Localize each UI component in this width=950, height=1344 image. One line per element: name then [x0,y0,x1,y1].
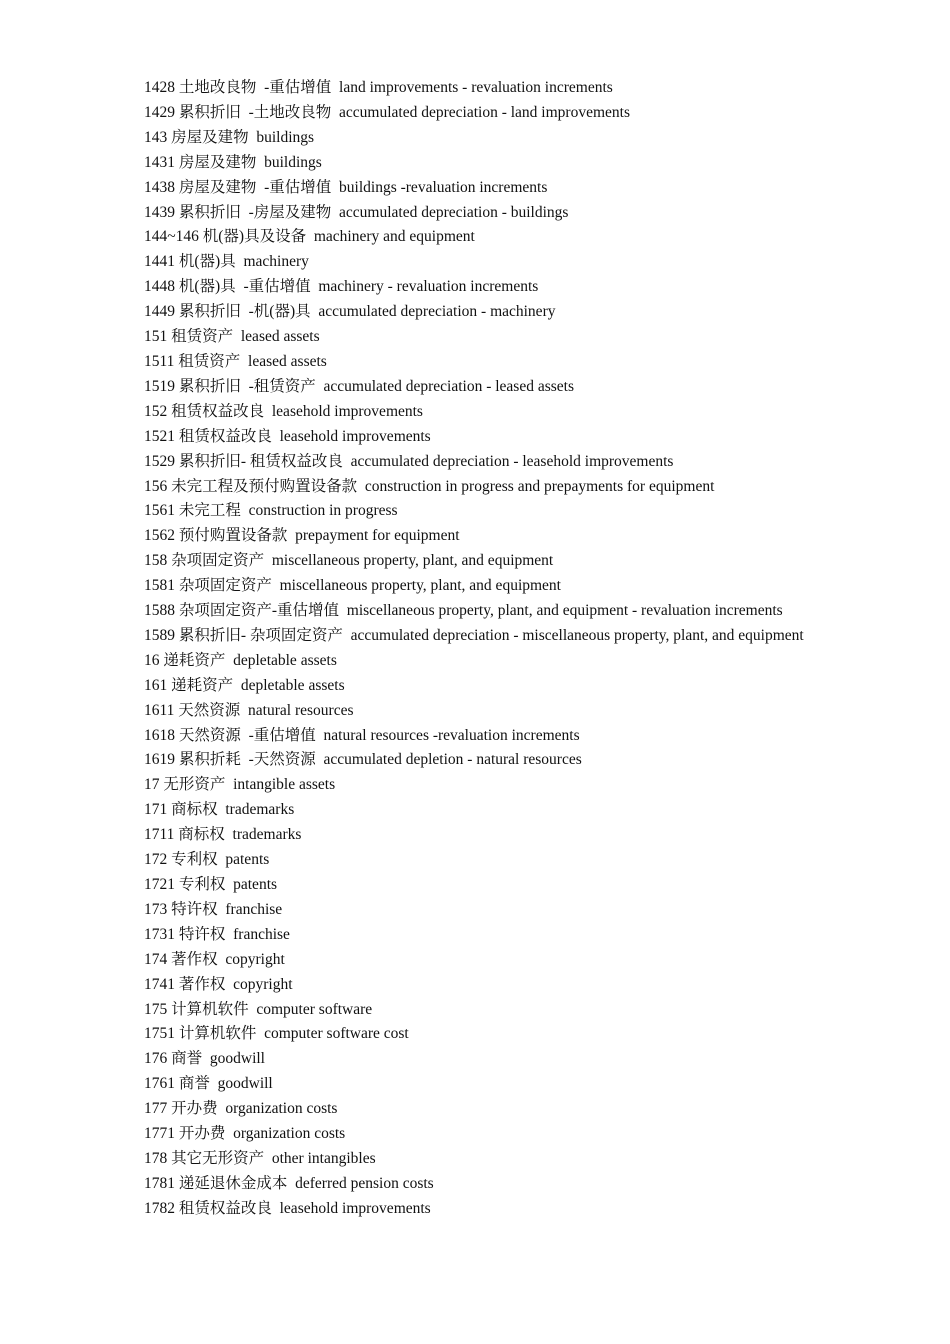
account-line-178: 178 其它无形资产 other intangibles [144,1149,376,1167]
account-line-161: 161 递耗资产 depletable assets [144,676,345,694]
document-page [144,76,806,1222]
account-line-144-146: 144~146 机(器)具及设备 machinery and equipment [144,228,475,246]
account-line-1519: 1519 累积折旧 -租赁资产 accumulated depreciation - leased assets [144,377,575,395]
account-line-173: 173 特许权 franchise [144,900,283,918]
account-line-1562: 1562 预付购置设备款 prepayment for equipment [144,527,460,545]
account-line-1439: 1439 累积折旧 -房屋及建物 accumulated depreciation - buildings [144,203,569,221]
account-line-152: 152 租赁权益改良 leasehold improvements [144,402,423,420]
account-line-1561: 1561 未完工程 construction in progress [144,502,398,520]
account-line-1741: 1741 著作权 copyright [144,975,293,993]
account-line-1751: 1751 计算机软件 computer software cost [144,1025,409,1043]
account-line-1511: 1511 租赁资产 leased assets [144,352,327,370]
account-line-176: 176 商誉 goodwill [144,1050,265,1068]
account-line-1429: 1429 累积折旧 -土地改良物 accumulated depreciation - land improvements [144,103,630,121]
account-line-1782: 1782 租赁权益改良 leasehold improvements [144,1199,431,1217]
account-line-1618: 1618 天然资源 -重估增值 natural resources -revaluation increments [144,726,580,744]
account-line-143: 143 房屋及建物 buildings [144,128,315,146]
account-line-1529: 1529 累积折旧- 租赁权益改良 accumulated depreciation - leasehold improvements [144,452,674,470]
account-line-1588: 1588 杂项固定资产-重估增值 miscellaneous property, plant, and equipment - revaluation increments [144,602,783,620]
account-line-1781: 1781 递延退休金成本 deferred pension costs [144,1174,434,1192]
account-line-175: 175 计算机软件 computer software [144,1000,373,1018]
account-line-1431: 1431 房屋及建物 buildings [144,153,322,171]
account-line-172: 172 专利权 patents [144,851,270,869]
account-line-174: 174 著作权 copyright [144,950,285,968]
account-line-158: 158 杂项固定资产 miscellaneous property, plant, and equipment [144,552,554,570]
account-line-16: 16 递耗资产 depletable assets [144,651,337,669]
account-line-1448: 1448 机(器)具 -重估增值 machinery - revaluation increments [144,278,539,296]
account-line-1731: 1731 特许权 franchise [144,925,290,943]
account-line-1521: 1521 租赁权益改良 leasehold improvements [144,427,431,445]
account-line-1428: 1428 土地改良物 -重估增值 land improvements - revaluation increments [144,79,613,96]
account-line-1611: 1611 天然资源 natural resources [144,701,354,719]
account-line-1711: 1711 商标权 trademarks [144,826,302,844]
account-line-1438: 1438 房屋及建物 -重估增值 buildings -revaluation increments [144,178,548,196]
account-line-1441: 1441 机(器)具 machinery [144,253,309,271]
account-line-171: 171 商标权 trademarks [144,801,295,819]
account-line-1761: 1761 商誉 goodwill [144,1075,273,1093]
account-line-1589: 1589 累积折旧- 杂项固定资产 accumulated depreciation - miscellaneous property, plant, and equipment [144,626,804,644]
account-line-17: 17 无形资产 intangible assets [144,776,336,794]
account-line-1449: 1449 累积折旧 -机(器)具 accumulated depreciation - machinery [144,303,556,321]
account-line-1721: 1721 专利权 patents [144,876,278,893]
account-line-1771: 1771 开办费 organization costs [144,1125,346,1143]
account-line-1581: 1581 杂项固定资产 miscellaneous property, plant, and equipment [144,577,561,595]
account-line-156: 156 未完工程及预付购置设备款 construction in progress and prepayments for equipment [144,477,715,495]
account-line-151: 151 租赁资产 leased assets [144,328,320,346]
account-line-177: 177 开办费 organization costs [144,1100,338,1118]
account-line-1619: 1619 累积折耗 -天然资源 accumulated depletion - natural resources [144,751,582,769]
